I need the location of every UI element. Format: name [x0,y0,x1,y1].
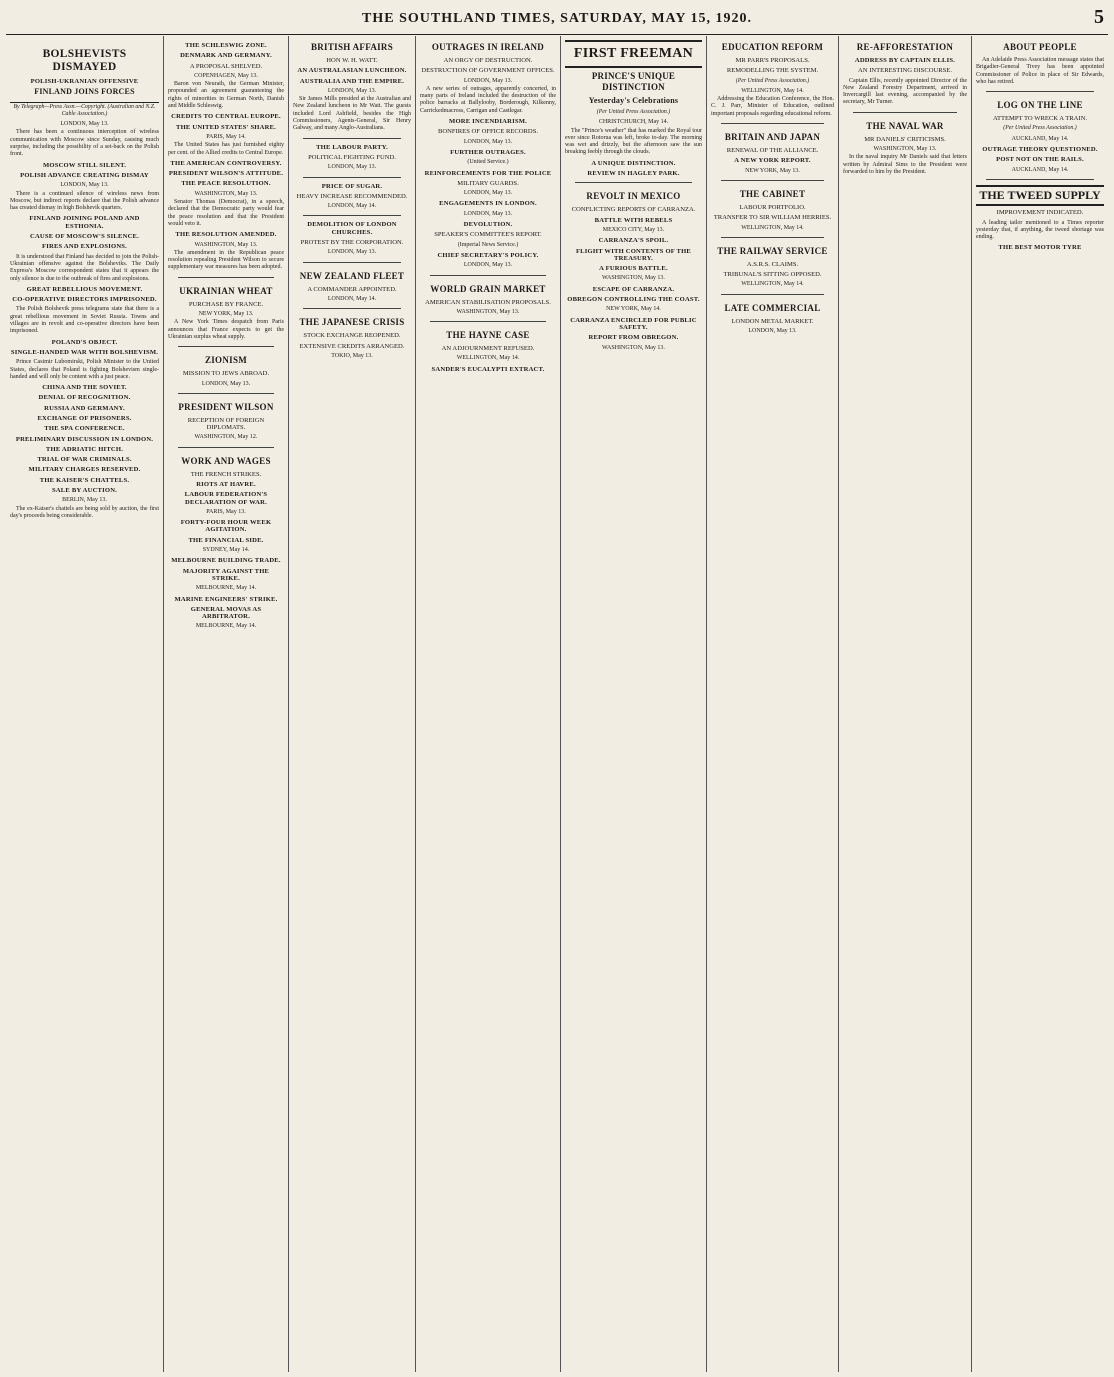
credit: (Per United Press Association.) [735,77,810,84]
ad-heading: SANDER'S EUCALYPTI EXTRACT. [431,365,545,373]
subheadline: HON W. H. WATT. [326,57,378,64]
headline: THE HAYNE CASE [446,330,530,341]
subheadline: HEAVY INCREASE RECOMMENDED. [296,192,408,200]
article-text: The ex-Kaiser's chattels are being sold by auction, the first day's proceeds being considerable. [10,505,159,519]
article-text: Captain Ellis, recently appointed Director of the New Zealand Forestry Department, arrived in Invercargill last evening, accompanied by the secretary, Mr Turner. [843,77,967,106]
headline: THE RAILWAY SERVICE [717,245,828,256]
column-8 [971,36,1108,1372]
masthead-title: THE SOUTHLAND TIMES, SATURDAY, MAY 15, 1920. [362,11,752,26]
headline: EDUCATION REFORM [721,42,824,52]
subheading: REPORT FROM OBREGON. [588,334,679,342]
subheadline: RENEWAL OF THE ALLIANCE. [726,147,819,155]
subheading: CARRANZA ENCIRCLED FOR PUBLIC SAFETY. [570,316,697,331]
subheading: RIOTS AT HAVRE. [196,480,256,488]
subheading: A UNIQUE DISTINCTION. [591,159,676,167]
subheading: MAJORITY AGAINST THE STRIKE. [182,567,270,582]
column-6 [706,36,838,1372]
subheadline: A NEW YORK REPORT. [734,157,811,165]
dateline: LONDON, May 14. [327,295,377,302]
dateline: WASHINGTON, May 13. [194,190,258,197]
subheadline: REMODELLING THE SYSTEM. [726,67,819,75]
article-text: The Polish Bolshevik press telegrams state that there is a great rebellious movement in Soviet Russia. Towns and villages are in revolt and co-operative directors have been imprisoned. [10,306,159,335]
headline: FIRST FREEMAN [573,46,694,61]
subheadline: POLISH-UKRANIAN OFFENSIVE [30,78,139,85]
subheading: REVIEW IN HAGLEY PARK. [587,170,680,178]
dateline: MELBOURNE, May 14. [195,585,257,592]
subheading: THE SPA CONFERENCE. [44,425,125,433]
subheadline: AMERICAN STABILISATION PROPOSALS. [425,298,551,306]
dateline: LONDON, May 13. [327,87,377,94]
subheadline: BATTLE WITH REBELS [594,216,673,224]
dateline: WELLINGTON, May 14. [741,87,804,94]
subheading: CAUSE OF MOSCOW'S SILENCE. [29,233,139,241]
newspaper-columns [6,36,1108,1372]
headline: THE LABOUR PARTY. [316,143,388,151]
headline: PRICE OF SUGAR. [321,182,383,190]
subheading: ESCAPE OF CARRANZA. [592,285,675,293]
headline: THE NAVAL WAR [866,120,944,131]
subheadline: THE FRENCH STRIKES. [190,470,262,478]
subheading: GENERAL MOVAS AS ARBITRATOR. [190,605,262,621]
dateline: MELBOURNE, May 14. [195,623,257,630]
dateline: LONDON, May 13. [463,210,513,217]
dateline: WELLINGTON, May 14. [456,355,520,362]
dateline: PARIS, May 14. [206,133,246,140]
subheading: CHINA AND THE SOVIET. [42,384,127,392]
subheading: MARINE ENGINEERS' STRIKE. [174,595,278,603]
article-text: The amendment in the Republican peace resolution repealing President Wilson to secure supplementary war measures has been adopted. [168,249,284,271]
subheading: THE KAISER'S CHATTELS. [39,476,130,484]
dateline: WASHINGTON, May 13. [602,275,665,282]
subheading: THE UNITED STATES' SHARE. [175,123,277,131]
dateline: LONDON, May 13. [327,164,377,171]
dateline: LONDON, May 13. [463,190,513,197]
subheading: POLISH ADVANCE CREATING DISMAY [20,171,149,179]
subheadline: A COMMANDER APPOINTED. [307,285,397,293]
dateline: (United Service.) [467,159,509,166]
subheadline: ADDRESS BY CAPTAIN ELLIS. [854,57,956,64]
dateline: LONDON, May 13. [463,77,513,84]
subheading: FLIGHT WITH CONTENTS OF THE TREASURY. [575,247,692,262]
dateline: NEW YORK, May 14. [606,306,661,313]
subheading: SALE BY AUCTION. [51,487,118,495]
dateline: TOKIO, May 13. [331,352,373,359]
dateline: COPENHAGEN, May 13. [194,72,258,79]
credit: (Per United Press Association.) [596,109,671,115]
article-text: Senator Thomas (Democrat), in a speech, declared that the Democratic party would fear the peace resolution and that the President would veto it. [168,199,284,227]
subheading: MELBOURNE BUILDING TRADE. [171,557,281,565]
dateline: LONDON, May 13. [60,182,109,189]
headline: THE SCHLESWIG ZONE. [185,42,267,49]
subheading: OBREGON CONTROLLING THE COAST. [567,296,700,304]
subheading: REINFORCEMENTS FOR THE POLICE [424,169,552,177]
dateline: LONDON, May 13. [327,249,377,256]
credit: By Telegraph—Press Assn.—Copyright. (Australian and N.Z. Cable Association.) [13,103,156,117]
subheading: THE BEST MOTOR TYRE [998,244,1082,252]
subheading: LABOUR FEDERATION'S DECLARATION OF WAR. [184,491,268,506]
column-5 [560,36,706,1372]
dateline: PARIS, May 13. [206,508,246,515]
headline: ABOUT PEOPLE [1003,42,1077,52]
dateline: NEW YORK, May 13. [745,167,800,174]
subheadline: EXTENSIVE CREDITS ARRANGED. [299,342,405,350]
dateline: CHRISTCHURCH, May 14. [598,119,669,126]
subheadline: STOCK EXCHANGE REOPENED. [303,332,401,340]
headline: THE TWEED SUPPLY [979,187,1101,202]
article-text: The "Prince's weather" that has marked the Royal tour ever since Rotorua was left, broke to-day. The morning was wet and drizzly, but the afternoon saw the sun breaking feebly through the clouds. [565,127,702,156]
subheading: MILITARY CHARGES RESERVED. [28,466,141,474]
headline: REVOLT IN MEXICO [586,191,681,202]
article-text: The United States has just furnished eighty per cent. of the Allied credits to Central Europe. [168,142,284,156]
subheading: MOSCOW STILL SILENT. [42,161,127,169]
headline: THE CABINET [739,188,806,199]
subheadline: IMPROVEMENT INDICATED. [996,209,1084,217]
column-2 [163,36,288,1372]
dateline: LONDON, May 14. [327,203,377,210]
dateline: MEXICO CITY, May 13. [602,226,665,233]
subheadline: TRANSFER TO SIR WILLIAM HERRIES. [713,214,832,222]
headline: WORK AND WAGES [181,455,271,466]
subheading: FINLAND JOINING POLAND AND ESTHONIA. [29,215,140,230]
subheading: RUSSIA AND GERMANY. [44,404,125,412]
article-text: It is understood that Finland has decided to join the Polish-Ukrainian offensive against the Bolsheviks. The Daily Express's Moscow correspondent states that it appears the only silence is due to the outbreak of fires and explosions. [10,253,159,282]
subheading: THE ADRIATIC HITCH. [45,445,124,453]
dateline: NEW YORK, May 13. [198,311,254,318]
subheading: AUSTRALIA AND THE EMPIRE. [299,77,405,85]
article-text: Sir James Mills presided at the Australian and New Zealand luncheon to Mr Watt. The guests included Lord Ashfield, besides the High Commissioners, Agents-General, Sir Henry Galway, and many Anglo-Australians. [293,96,411,132]
article-text: A New York Times despatch from Paris announces that France expects to get the Ukrainian surplus wheat supply. [168,319,284,340]
headline: PRESIDENT WILSON [178,401,274,412]
subheadline: Yesterday's Celebrations [588,96,679,105]
subheading: CREDITS TO CENTRAL EUROPE. [171,113,281,121]
headline: WORLD GRAIN MARKET [430,283,546,294]
subheading: CHIEF SECRETARY'S POLICY. [437,251,539,259]
subheading: CO-OPERATIVE DIRECTORS IMPRISONED. [12,296,157,304]
subheading: FURTHER OUTRAGES. [450,148,526,156]
subheadline: DESTRUCTION OF GOVERNMENT OFFICES. [421,67,555,75]
headline: LOG ON THE LINE [997,100,1083,111]
article-text: A new series of outrages, apparently concerted, in many parts of Ireland included the destruction of the police barracks at Ballylooby, Borderough, Kilkenny, Carrickedmacross, Carrigan and Castlegar. [420,85,556,114]
subheading: EXCHANGE OF PRISONERS. [37,414,132,422]
column-4 [415,36,560,1372]
subheading: ENGAGEMENTS IN LONDON. [439,200,537,208]
dateline: WASHINGTON, May 13. [873,146,937,153]
page-number: 5 [1094,6,1104,28]
subheadline: LABOUR PORTFOLIO. [739,203,806,211]
column-3 [288,36,415,1372]
subheadline: PURCHASE BY FRANCE. [188,300,264,308]
dateline: WELLINGTON, May 14. [741,281,804,288]
headline: BOLSHEVISTS DISMAYED [42,48,127,73]
subheading: PRESIDENT WILSON'S ATTITUDE. [168,170,284,178]
headline: RE-AFFORESTATION [856,42,954,52]
article-text: There is a continued silence of wireless news from Moscow, but indirect reports declare that the Polish advance has created dismay in high Bolshevik quarters. [10,190,159,212]
subheadline: MR DANIELS' CRITICISMS. [864,135,946,143]
dateline: SYDNEY, May 14. [202,547,250,554]
subheading: DENIAL OF RECOGNITION. [38,394,131,402]
subheading: AN AUSTRALASIAN LUNCHEON. [297,67,407,75]
article-text: An Adelaide Press Association message states that Brigadier-General Tivey has been appointed Commissioner of Police in place of Sir Edwards, who has retired. [976,57,1104,85]
subheading: SINGLE-HANDED WAR WITH BOLSHEVISM. [10,348,159,356]
subheading: THE RESOLUTION AMENDED. [175,231,277,239]
subheadline: AN ADJOURNMENT REFUSED. [441,345,535,353]
subheading: THE FINANCIAL SIDE. [188,536,264,544]
subheading: DEVOLUTION. [463,221,513,229]
dateline: AUCKLAND, May 14. [1011,135,1069,142]
subheadline: RECEPTION OF FOREIGN DIPLOMATS. [187,416,265,432]
dateline: (Imperial News Service.) [457,241,519,248]
headline: DEMOLITION OF LONDON CHURCHES. [307,221,397,236]
article-text: In the naval inquiry Mr Daniels said that letters written by Admiral Sims to the President were forwarded to him by the President. [843,154,967,175]
dateline: LONDON, May 13. [60,121,109,128]
subheading: POST NOT ON THE RAILS. [996,156,1084,164]
subheadline: TRIBUNAL'S SITTING OPPOSED. [723,271,822,279]
dateline: LONDON, May 13. [463,262,513,269]
subheading: CARRANZA'S SPOIL. [598,237,669,245]
subheadline: MISSION TO JEWS ABROAD. [182,370,270,378]
subheading: PRELIMINARY DISCUSSION IN LONDON. [15,435,154,443]
subheading: A FURIOUS BATTLE. [599,265,668,273]
article-text: Baron von Neurath, the German Minister, propounded an agreement guaranteeing the rights of minorities in German North, Danish and Middle Schleswig. [168,81,284,110]
subheading: THE PEACE RESOLUTION. [181,180,271,188]
subheadline: BONFIRES OF OFFICE RECORDS. [437,128,539,136]
subheading: MORE INCENDIARISM. [449,118,527,126]
dateline: BERLIN, May 13. [62,497,107,504]
headline: OUTRAGES IN IRELAND [431,42,545,52]
subheading: FIRES AND EXPLOSIONS. [42,243,127,251]
subheading: TRIAL OF WAR CRIMINALS. [37,456,132,464]
article-text: Addressing the Education Conference, the Hon. C. J. Parr, Minister of Education, outlined important proposals regarding educational reform. [711,96,834,117]
subheadline: A.S.R.S. CLAIMS. [746,260,799,268]
subheadline: AN INTERESTING DISCOURSE. [858,67,952,75]
dateline: LONDON, May 13. [748,328,797,335]
subheadline: MILITARY GUARDS. [457,179,519,187]
headline: BRITAIN AND JAPAN [724,132,821,143]
subheadline: CONFLICTING REPORTS OF CARRANZA. [571,206,696,214]
dateline: WASHINGTON, May 13. [456,308,520,315]
column-1 [6,36,163,1372]
headline: NEW ZEALAND FLEET [299,270,405,281]
dateline: WASHINGTON, May 12. [194,434,258,441]
subheadline: FINLAND JOINS FORCES [34,87,135,97]
subheadline: PROTEST BY THE CORPORATION. [300,239,404,247]
column-7 [838,36,971,1372]
subheading: POLAND'S OBJECT. [51,338,118,346]
headline: BRITISH AFFAIRS [310,42,394,52]
dateline: LONDON, May 13. [201,380,251,387]
subheading: GREAT REBELLIOUS MOVEMENT. [26,285,143,293]
subheadline: PRINCE'S UNIQUE DISTINCTION [591,71,676,92]
headline: LATE COMMERCIAL [724,302,821,313]
headline: ZIONISM [204,355,248,366]
subheading: THE AMERICAN CONTROVERSY. [170,159,282,167]
headline: THE JAPANESE CRISIS [299,317,405,328]
credit: (Per United Press Association.) [1003,125,1077,132]
masthead [6,0,1108,35]
dateline: AUCKLAND, May 14. [1011,166,1069,173]
dateline: WELLINGTON, May 14. [741,224,804,231]
subheadline: A PROPOSAL SHELVED. [189,62,263,70]
dateline: LONDON, May 13. [463,138,513,145]
headline: UKRAINIAN WHEAT [179,285,273,296]
dateline: WASHINGTON, May 13. [194,241,258,248]
subheadline: DENMARK AND GERMANY. [180,52,272,60]
subheadline: ATTEMPT TO WRECK A TRAIN. [992,115,1088,123]
subheadline: MR PARR'S PROPOSALS. [735,57,810,64]
article-text: There has been a continuous interception of wireless communication with Moscow since Sunday, causing much surprise, including the possibility of a set-back on the Polish front. [10,129,159,158]
subheadline: LONDON METAL MARKET. [731,317,814,325]
subheadline: POLITICAL FIGHTING FUND. [308,153,396,161]
dateline: WASHINGTON, May 13. [602,344,665,351]
subheadline: SPEAKER'S COMMITTEE'S REPORT. [434,231,542,239]
subheading: FORTY-FOUR HOUR WEEK AGITATION. [180,519,272,534]
article-text: Prince Casimir Lubomirski, Polish Minister to the United States, declares that Poland is fighting Bolshevism single-handed and will only be content with a just peace. [10,359,159,380]
article-text: A leading tailor mentioned to a Times reporter yesterday that, if anything, the tweed shortage was ending. [976,219,1104,241]
subheadline: AN ORGY OF DESTRUCTION. [443,57,533,64]
subheading: OUTRAGE THEORY QUESTIONED. [982,146,1098,154]
